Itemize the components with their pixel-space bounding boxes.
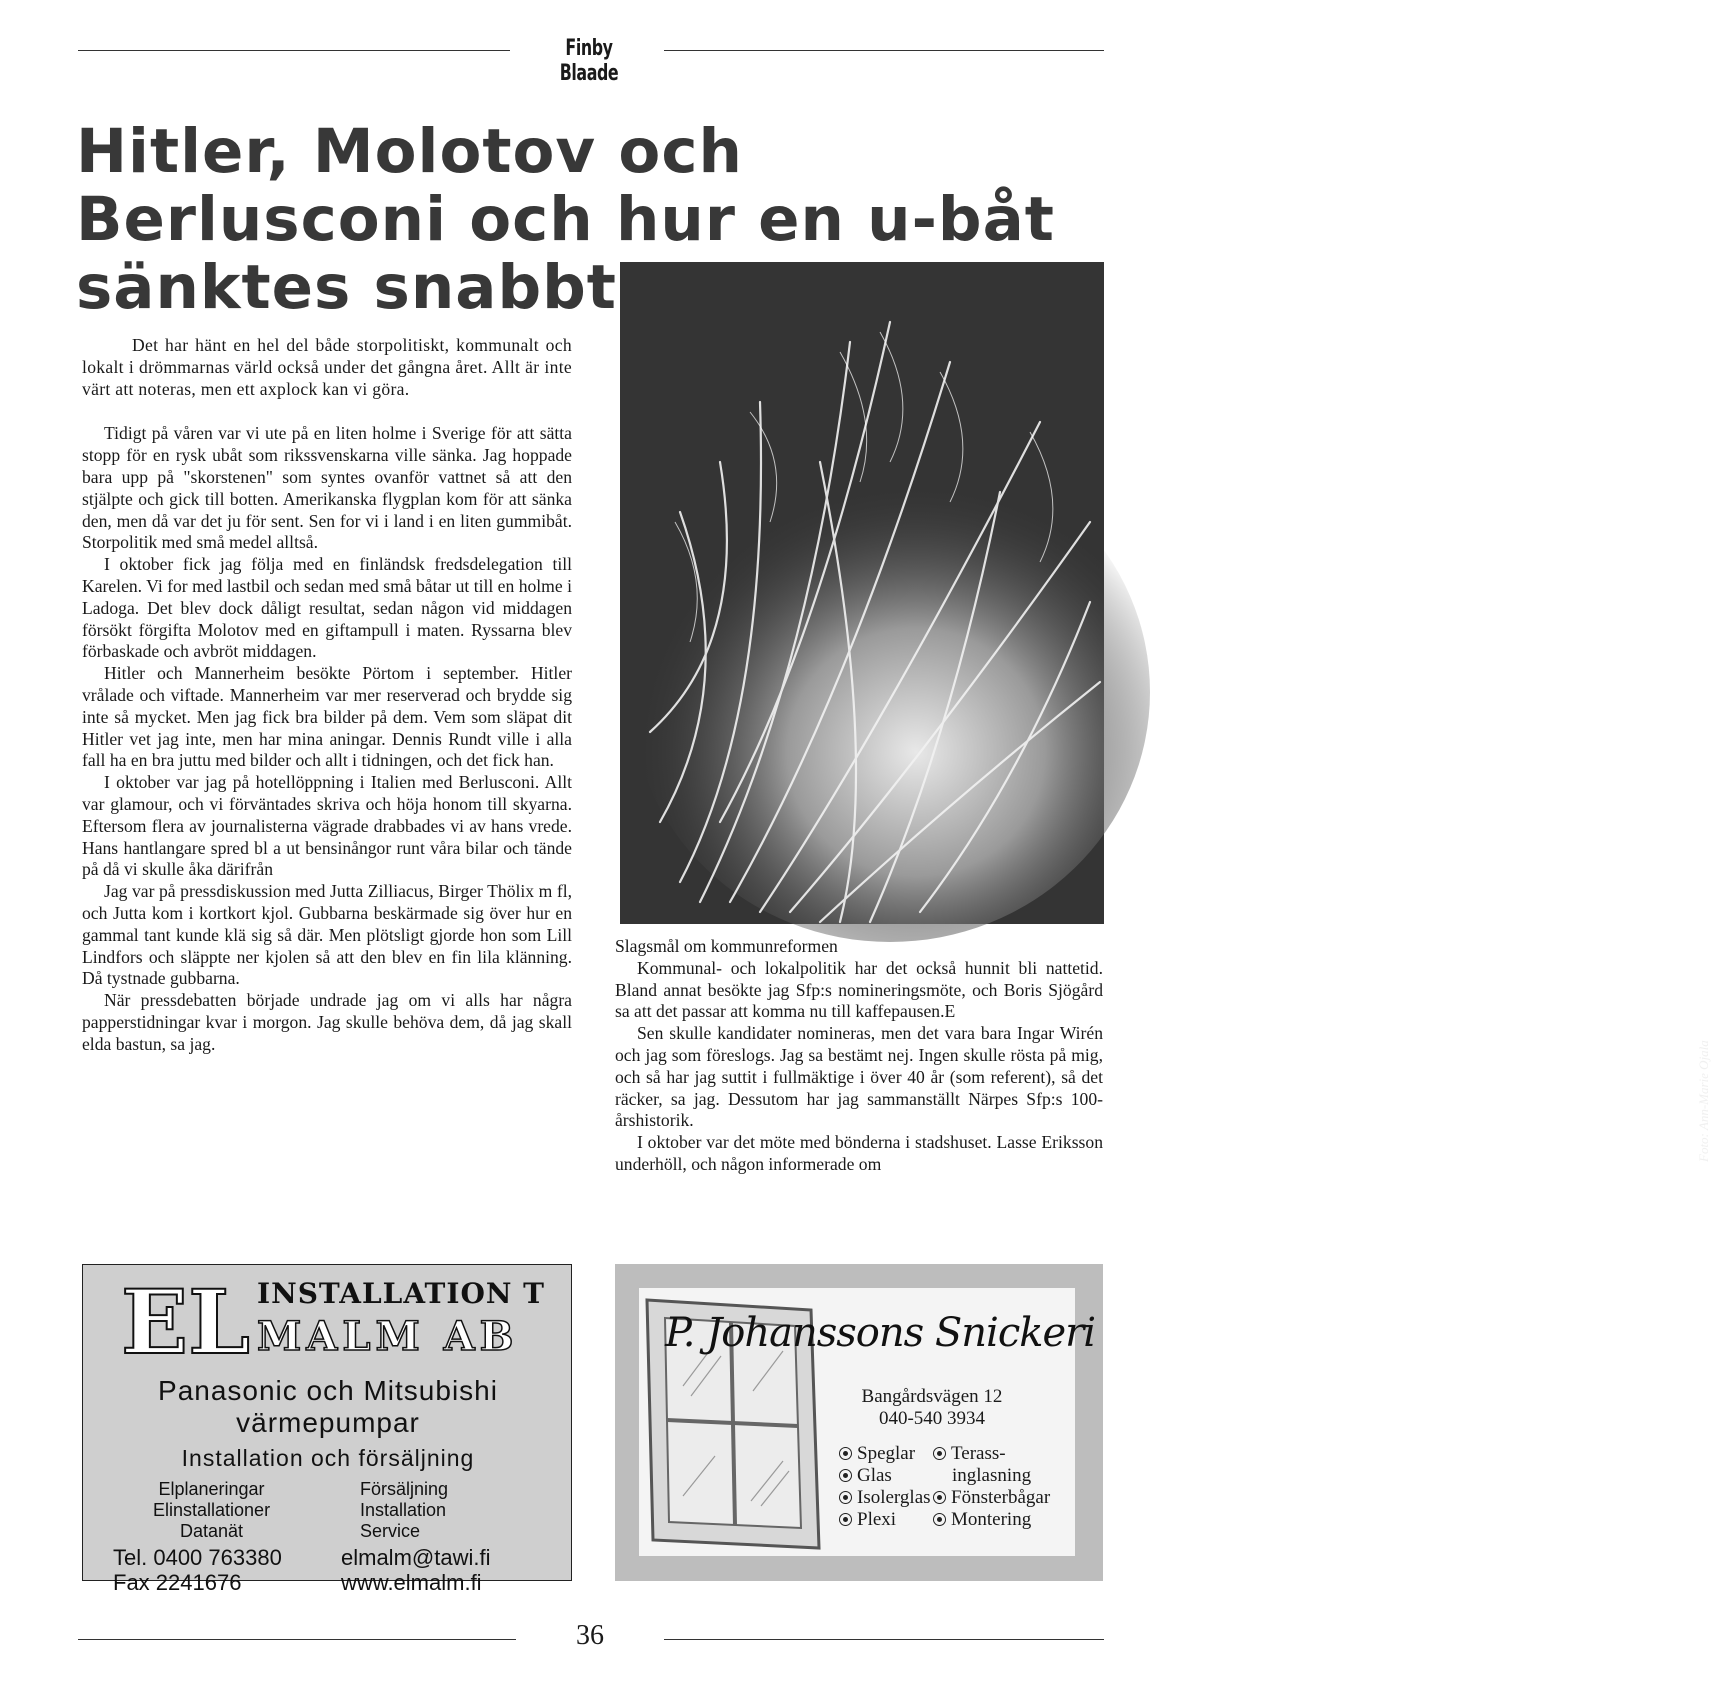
elmalm-fax: Fax 2241676 — [113, 1570, 242, 1595]
snickeri-name: P. Johanssons Snickeri — [665, 1310, 1096, 1356]
snickeri-address: Bangårdsvägen 12 — [861, 1386, 1003, 1407]
list-item: Speglar — [839, 1443, 931, 1465]
service-item: Elinstallationer — [153, 1500, 271, 1520]
elmalm-product: värmepumpar — [236, 1407, 420, 1438]
snickeri-phone: 040-540 3934 — [878, 1408, 986, 1429]
service-item: Service — [360, 1521, 421, 1541]
header-rule-left — [78, 50, 510, 51]
article-paragraph: I oktober fick jag följa med en finländsk fredsdelegation till Karelen. Vi for med lastbil och sedan med små båtar ut till en holme i Ladoga. Det blev dock dåligt resultat, sedan någon vid middagen försökt förgifta Molotov med en giftampull i maten. Ryssarna blev förbaskade och avbröt middagen. — [82, 554, 572, 662]
list-item: Plexi — [839, 1509, 931, 1531]
article-headline: Hitler, Molotov och Berlusconi och hur en u-båt sänktes snabbt — [76, 116, 1055, 323]
article-column-right — [615, 936, 1103, 1176]
footer-rule-right — [664, 1639, 1104, 1640]
list-item: Glas — [839, 1465, 931, 1487]
article-paragraph: Kommunal- och lokalpolitik har det också hunnit bli nattetid. Bland annat besökte jag Sfp:s nomineringsmöte, och Boris Sjögård sa att det passar att komma nu till kaffepausen.E — [615, 957, 1103, 1022]
subheading: Slagsmål om kommunreformen — [615, 936, 838, 956]
grass-illustration — [620, 262, 1104, 924]
bullet-icon — [933, 1513, 946, 1526]
service-item: Försäljning — [360, 1479, 449, 1499]
el-logo-letters — [117, 1270, 257, 1374]
bullet-icon — [933, 1447, 946, 1460]
elmalm-online — [341, 1545, 490, 1595]
elmalm-email: elmalm@tawi.fi — [341, 1545, 491, 1570]
bullet-icon — [839, 1491, 852, 1504]
elmalm-services-right — [360, 1479, 448, 1542]
snickeri-address-block — [837, 1386, 1027, 1430]
bullet-icon — [933, 1491, 946, 1504]
list-item: inglasning — [952, 1465, 1032, 1486]
snickeri-products-right — [933, 1443, 1050, 1531]
elmalm-logo-line2: MALM AB — [257, 1313, 519, 1360]
bullet-icon — [839, 1447, 852, 1460]
article-paragraph: I oktober var jag på hotellöppning i Italien med Berlusconi. Allt var glamour, och vi förväntades skriva och höja honom till skyarna. Eftersom flera av journalisterna vägrade drabbades vi av hans vrede. Hans hantlangare spred bl a ut bensinångor runt våra bilar och tände på då vi skulle åka därifrån — [82, 772, 572, 880]
bullet-icon — [839, 1469, 852, 1482]
elmalm-advertisement — [82, 1264, 572, 1595]
elmalm-web: www.elmalm.fi — [341, 1570, 482, 1595]
article-column-left — [82, 335, 572, 1056]
list-item: Fönsterbågar — [933, 1487, 1050, 1509]
footer-rule-left — [78, 1639, 516, 1640]
bullet-icon — [839, 1513, 852, 1526]
header-rule-right — [664, 50, 1104, 51]
snickeri-panel — [639, 1288, 1096, 1556]
article-paragraph: Hitler och Mannerheim besökte Pörtom i september. Hitler vrålade och viftade. Mannerheim var mer reserverad och brydde sig inte så mycket. Men jag fick bra bilder på dem. Vem som släpat dit Hitler vet jag inte, men har mina aningar. Dennis Rundt ville i alla fall ha en bra juttu med bilder och allt i tidningen, och det fick han. — [82, 663, 572, 771]
article-paragraph: När pressdebatten började undrade jag om vi alls har några papperstidningar kvar i morgon. Jag skulle behöva dem, då jag skall elda bastun, sa jag. — [82, 990, 572, 1054]
article-paragraph: I oktober var det möte med bönderna i stadshuset. Lasse Eriksson underhöll, och någon informerade om — [615, 1132, 1103, 1174]
elmalm-brands: Panasonic och Mitsubishi — [158, 1375, 498, 1406]
service-item: Installation — [360, 1500, 447, 1520]
svg-text:EL: EL — [121, 1270, 250, 1374]
page-number: 36 — [576, 1620, 604, 1651]
elmalm-tagline: Installation och försäljning — [181, 1445, 475, 1471]
list-item: Montering — [933, 1509, 1050, 1531]
article-paragraph: Tidigt på våren var vi ute på en liten holme i Sverige för att sätta stopp för en rysk ubåt som rikssvenskarna ville sänka. Jag hoppade bara upp på "skorstenen" som syntes ovanför vattnet så att den stjälpte och gick till botten. Amerikanska flygplan kom för att sänka den, men då var det ju för sent. Sen for vi i land i en liten gummibåt. Storpolitik med små medel alltså. — [82, 423, 572, 553]
publication-name: Finby Blaade — [559, 36, 619, 86]
article-intro: Det har hänt en hel del både storpolitiskt, kommunalt och lokalt i drömmarnas värld också under det gångna året. Allt är inte värt att noteras, men ett axplock kan vi göra. — [82, 335, 572, 399]
elmalm-tel: Tel. 0400 763380 — [113, 1545, 282, 1570]
elmalm-phone-fax — [113, 1545, 282, 1595]
elmalm-services-left — [153, 1479, 270, 1542]
service-item: Elplaneringar — [158, 1479, 265, 1499]
photo-credit: Foto: Ann-Marie Ojala — [1696, 1040, 1711, 1162]
snickeri-advertisement — [615, 1264, 1103, 1581]
snickeri-products-left — [839, 1443, 931, 1531]
article-paragraph: Sen skulle kandidater nomineras, men det vara bara Ingar Wirén och jag som föreslogs. Jag sa bestämt nej. Ingen skulle rösta på mig, och så har jag suttit i fullmäktige i över 40 år (som referent), så det räcker, sa jag. Dessutom har jag sammanställt Närpes Sfp:s 100-årshistorik. — [615, 1023, 1103, 1131]
list-item: Terass- — [933, 1443, 1050, 1465]
article-paragraph: Jag var på pressdiskussion med Jutta Zilliacus, Birger Thölix m fl, och Jutta kom i kortkort kjol. Gubbarna beskärmade sig över hur en gammal tant kunde klä sig så där. Men plötsligt gjorde hon som Lill Lindfors och släppte ner kjolen så att den blev en fin lila klänning. Då tystnade gubbarna. — [82, 881, 572, 989]
elmalm-logo-line1: INSTALLATION T — [257, 1277, 546, 1310]
list-item: Isolerglas — [839, 1487, 931, 1509]
service-item: Datanät — [180, 1521, 244, 1541]
